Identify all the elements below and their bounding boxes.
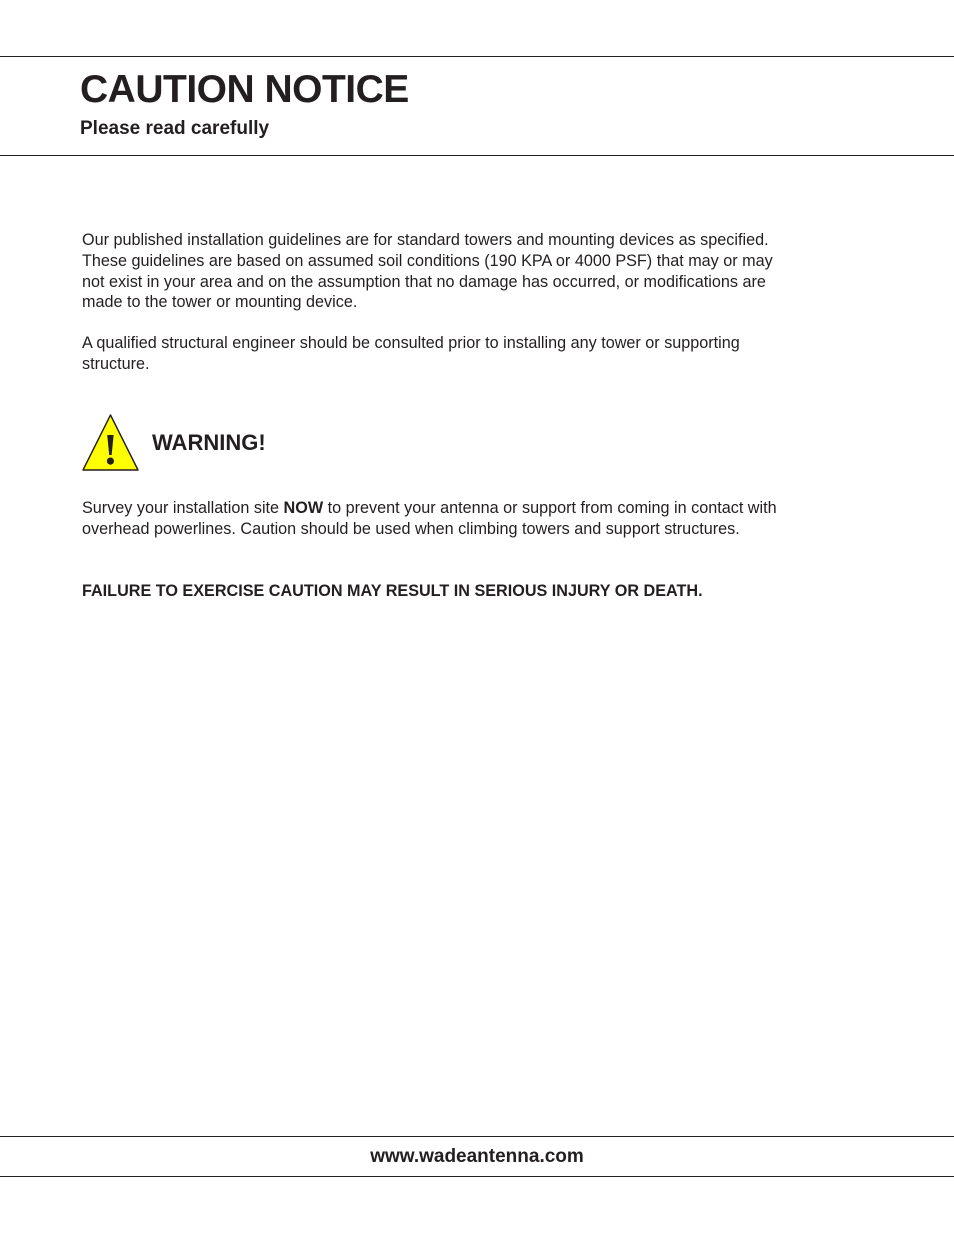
failure-warning: FAILURE TO EXERCISE CAUTION MAY RESULT IN SERIOUS INJURY OR DEATH. — [82, 582, 703, 600]
survey-text-end: to prevent your antenna or support from coming in contact with overhead powerlines. Caution should be used when climbing towers and support structures. — [82, 499, 777, 538]
footer-top-rule — [0, 1136, 954, 1137]
guidelines-paragraph: Our published installation guidelines are for standard towers and mounting devices as specified. These guidelines are based on assumed soil conditions (190 KPA or 4000 PSF) that may or may not exist in your area and on the assumption that no damage has occurred, or modifications are made to the tower or mounting device. — [82, 231, 773, 312]
survey-text-start: Survey your installation site — [82, 499, 284, 517]
survey-emphasis: NOW — [283, 499, 324, 517]
page-subtitle: Please read carefully — [80, 118, 270, 139]
warning-heading: WARNING! — [152, 430, 266, 455]
svg-text:!: ! — [103, 425, 118, 472]
footer-bottom-rule — [0, 1176, 954, 1177]
header-top-rule — [0, 56, 954, 57]
page-title: CAUTION NOTICE — [80, 68, 409, 111]
engineer-paragraph: A qualified structural engineer should be consulted prior to installing any tower or supporting structure. — [82, 334, 740, 373]
survey-paragraph — [82, 498, 782, 540]
header-bottom-rule — [0, 155, 954, 156]
warning-triangle-icon — [81, 413, 140, 472]
footer-website-link[interactable]: www.wadeantenna.com — [370, 1146, 584, 1167]
